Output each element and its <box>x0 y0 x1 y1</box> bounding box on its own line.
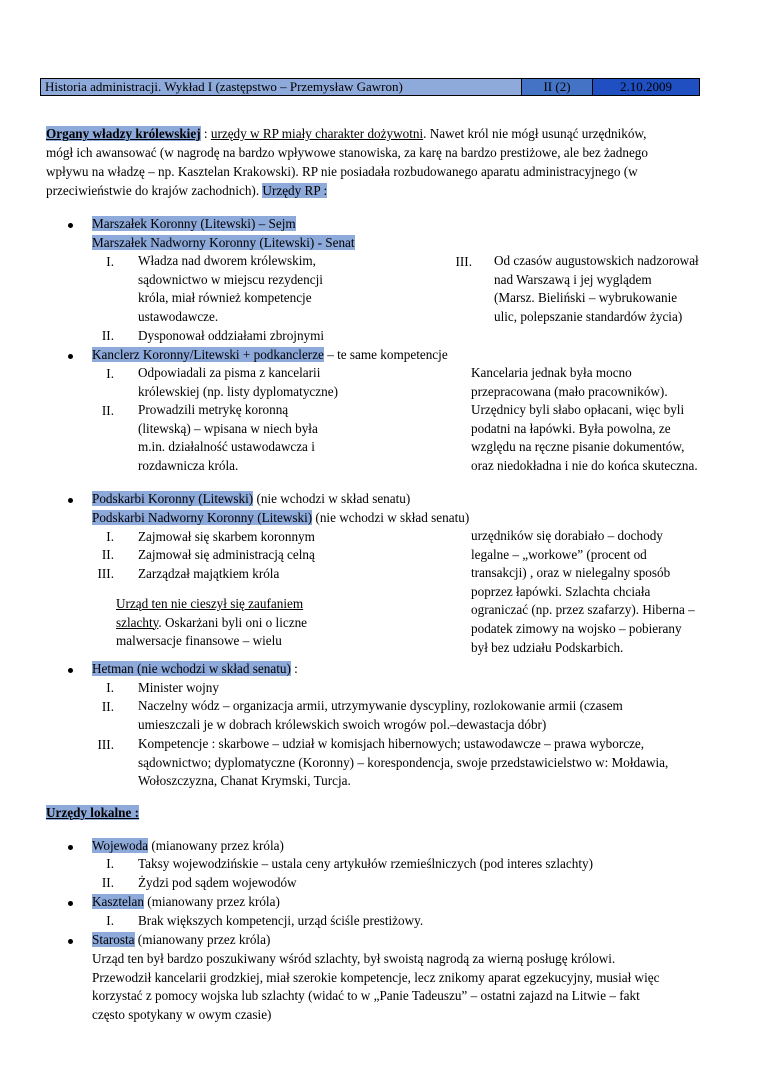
kasztelan-item-1: Brak większych kompetencji, urząd ściśle prestiżowy. <box>138 913 424 928</box>
hetman-item-3: Kompetencje : skarbowe – udział w komisjach hibernowych; ustawodawcze – prawa wyborcze, sądownictwo; dyplomatyczne (Koronny) – korespondencja, swoje przedstawicielstwo w: Mołdawia, Wołoszczyzna, Chanat Krymski, Turcja. <box>138 736 669 789</box>
marszalek-item-1: Władza nad dworem królewskim, sądownictwo w miejscu rezydencji króla, miał również kompetencje ustawodawcze. <box>138 253 323 324</box>
bullet <box>68 223 73 228</box>
podskarbi-title: Podskarbi Koronny (Litewski) <box>92 491 254 506</box>
podskarbi-note: Urząd ten nie cieszył się zaufaniem szlachty. Oskarżani byli oni o liczne malwersacje finansowe – wielu <box>116 596 308 649</box>
podskarbi-item-2: Zajmował się administracją celną <box>138 547 315 562</box>
marszalek-item-3: Od czasów augustowskich nadzorował nad Warszawą i jej wyglądem (Marsz. Bieliński – wybrukowanie ulic, polepszanie standardów życia) <box>494 253 699 324</box>
starosta-title: Starosta <box>92 932 135 947</box>
section-heading-lokalne: Urzędy lokalne : <box>46 805 140 820</box>
intro-line-2: mógł ich awansować (w nagrodę na bardzo wpływowe stanowiska, za karę na bardzo prestiżowe, ale bez żadnego <box>46 145 648 160</box>
hetman-item-1: Minister wojny <box>138 680 219 695</box>
podskarbi-right-note: urzędników się dorabiało – dochody legalne – „workowe” (procent od transakcji) , oraz w nielegalny sposób poprzez łapówki. Szlachta chciała ograniczać (np. przez szafarzy). Hiberna – podatek zimowy na wojsko – pobierany był bez udziału Podskarbich. <box>471 528 695 655</box>
marszalek-title: Marszałek Koronny (Litewski) – Sejm <box>92 216 296 231</box>
section-heading: Organy władzy królewskiej <box>46 126 201 141</box>
document-header <box>40 78 700 96</box>
bullet <box>68 354 73 359</box>
marszalek-item-2: Dysponował oddziałami zbrojnymi <box>138 328 325 343</box>
header-date: 2.10.2009 <box>593 79 699 95</box>
bullet <box>68 498 73 503</box>
hetman-title: Hetman (nie wchodzi w skład senatu) <box>92 661 291 676</box>
bullet <box>68 845 73 850</box>
intro-line-4: przeciwieństwie do krajów zachodnich). Urzędy RP : <box>46 183 328 198</box>
marszalek-nadworny-title: Marszałek Nadworny Koronny (Litewski) - Senat <box>92 235 355 250</box>
podskarbi-item-3: Zarządzał majątkiem króla <box>138 566 280 581</box>
wojewoda-item-1: Taksy wojewodzińskie – ustala ceny artykułów rzemieślniczych (pod interes szlachty) <box>138 856 593 871</box>
intro-line-3: wpływu na władzę – np. Kasztelan Krakowski). RP nie posiadała rozbudowanego aparatu administracyjnego (w <box>46 164 638 179</box>
podskarbi-item-1: Zajmował się skarbem koronnym <box>138 529 315 544</box>
header-title: Historia administracji. Wykład I (zastępstwo – Przemysław Gawron) <box>41 79 522 95</box>
starosta-paragraph: Urząd ten był bardzo poszukiwany wśród szlachty, był swoistą nagrodą za wierną posługę królowi. Przewodził kancelarii grodzkiej, miał szerokie kompetencje, lecz znikomy aparat egzekucyjny, musiał więc korzystać z pomocy wojska lub szlachty (widać to w „Panie Tadeuszu” – ostatni zajazd na Litwie – fakt często spotykany w owym czasie) <box>92 951 660 1022</box>
bullet <box>68 901 73 906</box>
header-part: II (2) <box>522 79 593 95</box>
hetman-item-2: Naczelny wódz – organizacja armii, utrzymywanie dyscypliny, rozlokowanie armii (czasem umieszczali je w dobrach królewskich swoich wrogów pol.–dewastacja dóbr) <box>138 698 623 732</box>
podskarbi-nadworny-title: Podskarbi Nadworny Koronny (Litewski) <box>92 510 313 525</box>
intro-line-1: Organy władzy królewskiej : urzędy w RP miały charakter dożywotni. Nawet król nie mógł usunąć urzędników, <box>46 126 647 141</box>
wojewoda-title: Wojewoda <box>92 838 149 853</box>
kanclerz-note: Kancelaria jednak była mocno przepracowana (mało pracowników). Urzędnicy byli słabo opłacani, więc byli podatni na łapówki. Była powolna, ze względu na ręczne pisanie dokumentów, oraz niedokładna i nie do końca skuteczna. <box>471 365 698 473</box>
bullet <box>68 668 73 673</box>
bullet <box>68 939 73 944</box>
kanclerz-item-2: Prowadzili metrykę koronną (litewską) – wpisana w niech była m.in. działalność ustawodawcza i rozdawnicza króla. <box>138 402 318 473</box>
kanclerz-title: Kanclerz Koronny/Litewski + podkanclerze <box>92 347 324 362</box>
wojewoda-item-2: Żydzi pod sądem wojewodów <box>138 875 297 890</box>
kasztelan-title: Kasztelan <box>92 894 144 909</box>
kanclerz-item-1: Odpowiadali za pisma z kancelarii królewskiej (np. listy dyplomatyczne) <box>138 365 338 399</box>
